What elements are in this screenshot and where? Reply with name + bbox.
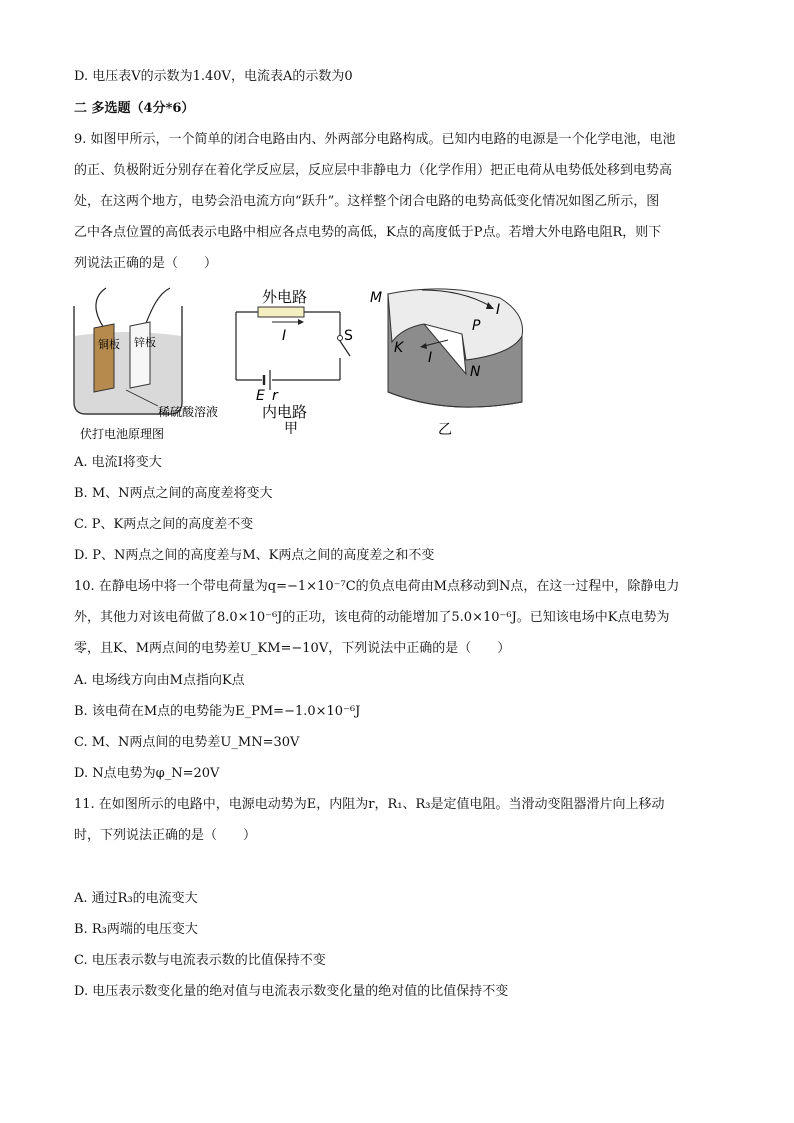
point-m-label: M: [370, 290, 383, 306]
figure-jia-caption: 甲: [284, 421, 298, 434]
voltaic-battery-figure: [66, 284, 246, 444]
q11-stem-line-1: 11. 在如图所示的电路中，电源电动势为E，内阻为r，R₁、R₃是定值电阻。当滑动变阻器滑片向上移动: [74, 797, 665, 812]
q10-option-d: D. N点电势为φ_N=20V: [74, 766, 220, 781]
circuit-figure-jia: [228, 284, 368, 434]
q9-stem-line-5: 列说法正确的是（ ）: [74, 256, 218, 271]
q11-option-a: A. 通过R₃的电流变大: [74, 891, 198, 906]
q11-stem-line-2: 时，下列说法正确的是（ ）: [74, 828, 257, 843]
external-circuit-label: 外电路: [262, 288, 308, 306]
q10-option-c: C. M、N两点间的电势差U_MN=30V: [74, 735, 300, 750]
copper-label: 铜板: [98, 338, 120, 351]
q10-option-a: A. 电场线方向由M点指向K点: [74, 673, 245, 688]
point-n-label: N: [470, 364, 481, 380]
q9-option-b: B. M、N两点之间的高度差将变大: [74, 486, 273, 501]
q9-stem-line-2: 的正、负极附近分别存在着化学反应层，反应层中非静电力（化学作用）把正电荷从电势低处移到电势高: [74, 163, 673, 178]
electrolyte-label: 稀硫酸溶液: [158, 405, 219, 419]
prev-option-d: D. 电压表V的示数为1.40V，电流表A的示数为0: [74, 69, 353, 84]
potential-figure-yi: [362, 284, 532, 436]
q10-stem-line-2: 外，其他力对该电荷做了8.0×10⁻⁶J的正功，该电荷的动能增加了5.0×10⁻⁶J。已知该电场中K点电势为: [74, 610, 670, 625]
current-label: I: [282, 328, 287, 344]
q9-option-a: A. 电流I将变大: [74, 455, 162, 470]
point-p-label: P: [472, 318, 481, 334]
figure-yi-caption: 乙: [438, 422, 452, 436]
q9-option-d: D. P、N两点之间的高度差与M、K两点之间的高度差之和不变: [74, 548, 435, 563]
q9-stem-line-1: 9. 如图甲所示，一个简单的闭合电路由内、外两部分电路构成。已知内电路的电源是一个化学电池，电池: [74, 132, 676, 147]
q11-option-b: B. R₃两端的电压变大: [74, 922, 198, 937]
battery-caption: 伏打电池原理图: [80, 427, 165, 441]
q9-option-c: C. P、K两点之间的高度差不变: [74, 517, 254, 532]
q11-option-c: C. 电压表示数与电流表示数的比值保持不变: [74, 953, 326, 968]
point-k-label: K: [394, 340, 404, 356]
internal-resistance-label: r: [272, 388, 278, 404]
q11-option-d: D. 电压表示数变化量的绝对值与电流表示数变化量的绝对值的比值保持不变: [74, 984, 509, 999]
q10-stem-line-3: 零，且K、M两点间的电势差U_KM=−10V，下列说法中正确的是（ ）: [74, 641, 511, 656]
internal-circuit-label: 内电路: [262, 403, 308, 421]
current-mid-label: I: [428, 350, 433, 366]
q9-stem-line-4: 乙中各点位置的高低表示电路中相应各点电势的高低，K点的高度低于P点。若增大外电路电阻R，则下: [74, 225, 662, 240]
section-title: 二 多选题（4分*6）: [74, 101, 195, 116]
emf-label: E: [256, 388, 265, 404]
zinc-label: 锌板: [134, 336, 156, 349]
switch-label: S: [344, 328, 353, 344]
current-top-label: I: [496, 302, 501, 318]
q10-stem-line-1: 10. 在静电场中将一个带电荷量为q=−1×10⁻⁷C的负点电荷由M点移动到N点，在这一过程中，除静电力: [74, 579, 680, 594]
q10-option-b: B. 该电荷在M点的电势能为E_PM=−1.0×10⁻⁶J: [74, 704, 361, 719]
q9-stem-line-3: 处，在这两个地方，电势会沿电流方向“跃升”。这样整个闭合电路的电势高低变化情况如图乙所示，图: [74, 194, 660, 209]
